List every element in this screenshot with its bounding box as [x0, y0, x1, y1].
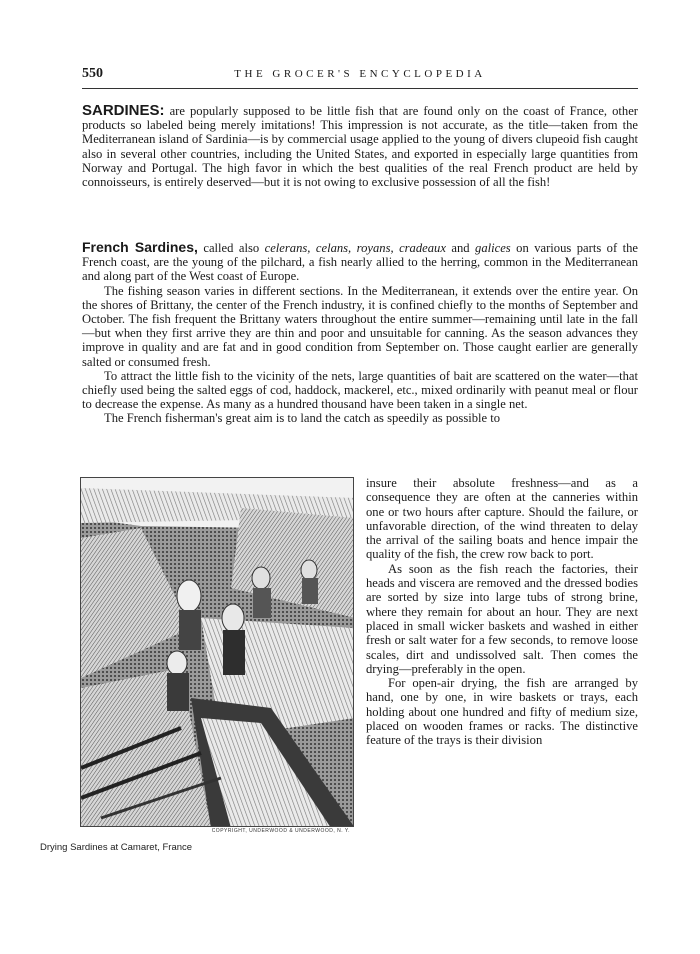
french-rest: on various parts of the French coast, are the young of the pilchard, a fish nearly allied to the herring, common in the Mediterranean and along part of the West coast of Europe.: [82, 241, 638, 284]
figure: [80, 477, 354, 837]
running-title: THE GROCER'S ENCYCLOPEDIA: [234, 68, 486, 80]
photo-illustration: [81, 478, 354, 827]
french-sardines-entry: [82, 240, 638, 426]
running-head: [82, 66, 638, 86]
figure-caption: Drying Sardines at Camaret, France: [40, 842, 193, 853]
right-column: [366, 476, 638, 748]
french-last-name: galices: [475, 241, 511, 255]
french-names: celerans, celans, royans, cradeaux: [264, 241, 446, 255]
sardines-entry: [82, 104, 638, 189]
sardines-text: are popularly supposed to be little fish that are found only on the coast of France, other products so labeled being merely imitations! This impression is not accurate, as the title—taken from the Mediterranean island of Sardinia—is by commercial usage applied to the young of divers clupeoid fish caught also in several other countries, including the United States, and exported in especially large quantities from Norway and Portugal. The high favor in which the best qualities of the real French product are held by connoisseurs, is entirely deserved—but it is not owing to exclusive possession of all the fish!: [82, 104, 638, 190]
sardine-drying-photo: [80, 477, 354, 827]
sardines-heading: SARDINES:: [82, 102, 165, 119]
photo-copyright: COPYRIGHT, UNDERWOOD & UNDERWOOD, N. Y.: [211, 828, 350, 834]
french-sardines-heading: French Sardines,: [82, 239, 198, 255]
factory-paragraph: As soon as the fish reach the factories, their heads and viscera are removed and the dressed bodies are sorted by size into large tubs of strong brine, where they remain for about an hour. They are next placed in small wicker baskets and washed in either fresh or salt water for a few seconds, to remove loose scales, dirt and undissolved salt. Then comes the drying—preferably in the open.: [366, 561, 638, 676]
fisherman-aim-paragraph: The French fisherman's great aim is to land the catch as speedily as possible to: [104, 411, 501, 426]
freshness-paragraph: insure their absolute freshness—and as a consequence they are often at the canneries within one or two hours after capture. Should the failure, or unfavorable direction, of the wind threaten to delay the arrival of the sailing boats and hence impair the quality of the fish, the crew row back to port.: [366, 476, 638, 562]
drying-paragraph: For open-air drying, the fish are arranged by hand, one by one, in wire baskets or trays, each holding about one hundred and fifty of medium size, placed on wooden frames or racks. The distinctive feature of the trays is their division: [366, 676, 638, 748]
french-and: and: [451, 241, 470, 255]
french-intro: called also: [203, 241, 260, 255]
fishing-season-paragraph: The fishing season varies in different sections. In the Mediterranean, it extends over the entire year. On the shores of Brittany, the center of the French industry, it is confined chiefly to the months of September and October. The fish frequent the Brittany waters throughout the entire summer—remaining until late in the fall—but when they first arrive they are thin and poor and unsuitable for canning. As the season advances they improve in quality and are fat and in good condition from September on. Those caught earlier are generally salted or consumed fresh.: [82, 283, 638, 369]
bait-paragraph: To attract the little fish to the vicinity of the nets, large quantities of bait are scattered on the water—that chiefly used being the salted eggs of cod, haddock, mackerel, etc., mixed ordinarily with peanut meal or flour to decrease the expense. As many as a hundred thousand have been taken in a single net.: [82, 368, 638, 412]
page-number: 550: [82, 66, 103, 81]
header-rule: [82, 88, 638, 89]
